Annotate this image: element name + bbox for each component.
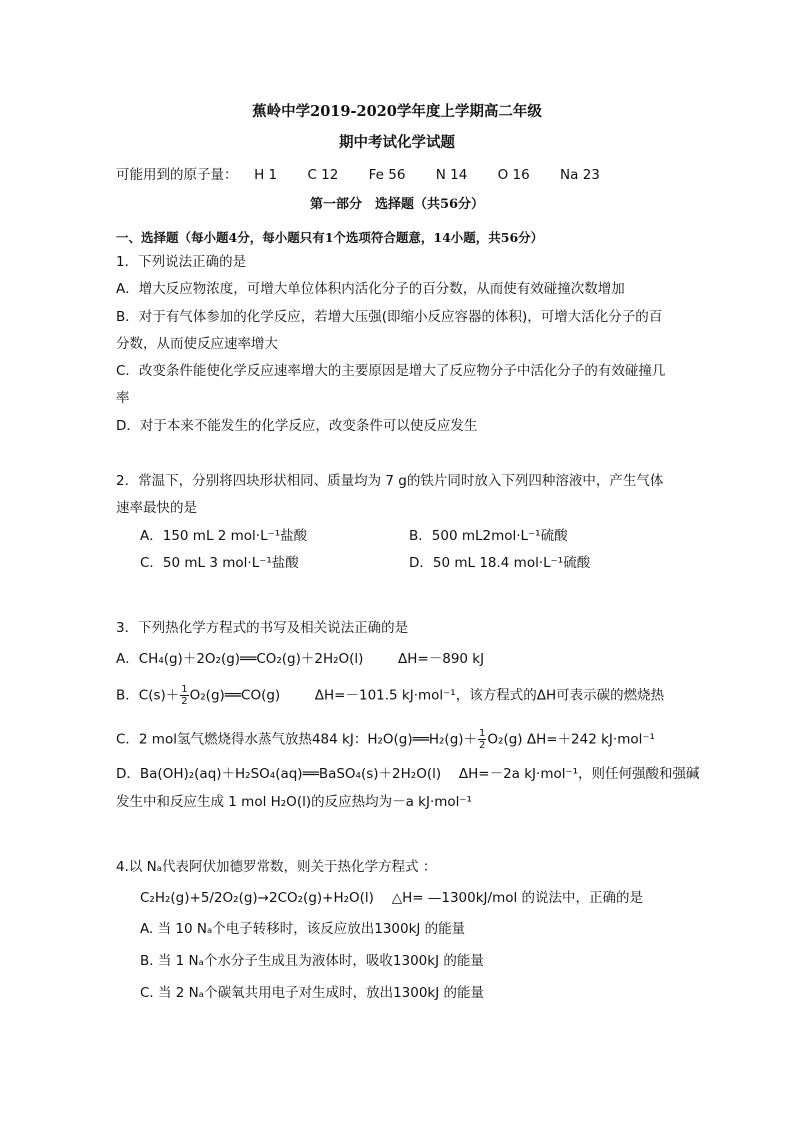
q3-option-b-fraction <box>180 684 188 707</box>
section-heading: 一、选择题（每小题4分，每小题只有1个选项符合题意，14小题，共56分） <box>116 230 544 245</box>
q1-option-c-line1: C．改变条件能使化学反应速率增大的主要原因是增大了反应物分子中活化分子的有效碰撞几 <box>116 363 666 379</box>
q3-option-a-enthalpy: ΔH=－890 kJ <box>398 651 485 667</box>
q3-option-c <box>116 728 655 751</box>
q2-option-c: C．50 mL 3 mol·L⁻¹盐酸 <box>140 555 299 571</box>
q3-option-b <box>116 684 664 707</box>
q3-option-c-fraction <box>478 728 486 751</box>
q2-option-b: B．500 mL2mol·L⁻¹硫酸 <box>409 528 568 544</box>
atomic-mass-h: H 1 <box>254 167 278 183</box>
q1-option-a: A．增大反应物浓度，可增大单位体积内活化分子的百分数，从而使有效碰撞次数增加 <box>116 281 625 297</box>
q3-option-a <box>116 650 484 668</box>
q2-option-a: A．150 mL 2 mol·L⁻¹盐酸 <box>140 528 308 544</box>
fraction-denominator: 2 <box>181 696 188 707</box>
q1-option-d: D．对于本来不能发生的化学反应，改变条件可以使反应发生 <box>116 418 478 434</box>
q4-option-b: B. 当 1 Nₐ个水分子生成且为液体时，吸收1300kJ 的能量 <box>140 953 484 969</box>
q2-stem-line2: 速率最快的是 <box>116 500 197 516</box>
q3-option-b-enthalpy: ΔH=－101.5 kJ·mol⁻¹，该方程式的ΔH可表示碳的燃烧热 <box>314 687 665 704</box>
atomic-mass-c: C 12 <box>307 167 339 183</box>
atomic-mass-label: 可能用到的原子量： <box>116 167 238 183</box>
q4-equation: C₂H₂(g)+5/2O₂(g)→2CO₂(g)+H₂O(l) △H= —1300kJ/mol 的说法中，正确的是 <box>140 890 644 906</box>
atomic-mass-o: O 16 <box>497 167 530 183</box>
atomic-mass-n: N 14 <box>435 167 468 183</box>
q2-option-d: D．50 mL 18.4 mol·L⁻¹硫酸 <box>409 555 591 571</box>
q3-stem: 3．下列热化学方程式的书写及相关说法正确的是 <box>116 620 409 636</box>
fraction-denominator: 2 <box>479 740 486 751</box>
q3-option-c-pre: C．2 mol氢气燃烧得水蒸气放热484 kJ：H₂O(g)══H₂(g)＋ <box>116 731 478 748</box>
q3-option-d-line2: 发生中和反应生成 1 mol H₂O(l)的反应热均为－a kJ·mol⁻¹ <box>116 794 472 810</box>
part-heading: 第一部分 选择题（共56分） <box>309 197 485 212</box>
q4-option-c: C. 当 2 Nₐ个碳氧共用电子对生成时，放出1300kJ 的能量 <box>140 985 485 1001</box>
fraction-numerator: 1 <box>181 684 188 695</box>
atomic-mass-line <box>116 166 600 184</box>
atomic-mass-fe: Fe 56 <box>368 167 406 183</box>
exam-title: 蕉岭中学2019-2020学年度上学期高二年级 <box>252 103 542 120</box>
atomic-mass-na: Na 23 <box>560 167 600 183</box>
q1-option-b-line1: B．对于有气体参加的化学反应，若增大压强(即缩小反应容器的体积)，可增大活化分子的百 <box>116 309 663 325</box>
q1-option-c-line2: 率 <box>116 390 130 406</box>
q3-option-b-pre: B．C(s)＋ <box>116 687 180 704</box>
q4-option-a: A. 当 10 Nₐ个电子转移时，该反应放出1300kJ 的能量 <box>140 921 466 937</box>
q4-stem: 4.以 Nₐ代表阿伏加德罗常数，则关于热化学方程式 ： <box>116 859 437 875</box>
fraction-numerator: 1 <box>479 728 486 739</box>
q3-option-b-post: O₂(g)══CO(g) <box>189 687 281 704</box>
q3-option-c-post: O₂(g) ΔH=＋242 kJ·mol⁻¹ <box>487 731 655 748</box>
q3-option-d-line1: D．Ba(OH)₂(aq)＋H₂SO₄(aq)══BaSO₄(s)＋2H₂O(l) ΔH=－2a kJ·mol⁻¹，则任何强酸和强碱 <box>116 766 700 782</box>
q1-option-b-line2: 分数，从而使反应速率增大 <box>116 336 278 352</box>
q2-stem-line1: 2．常温下，分别将四块形状相同、质量均为 7 g的铁片同时放入下列四种溶液中，产生气体 <box>116 473 664 489</box>
exam-subtitle: 期中考试化学试题 <box>339 134 455 151</box>
q3-option-a-equation: A．CH₄(g)＋2O₂(g)══CO₂(g)＋2H₂O(l) <box>116 651 364 667</box>
q1-stem: 1．下列说法正确的是 <box>116 254 247 270</box>
